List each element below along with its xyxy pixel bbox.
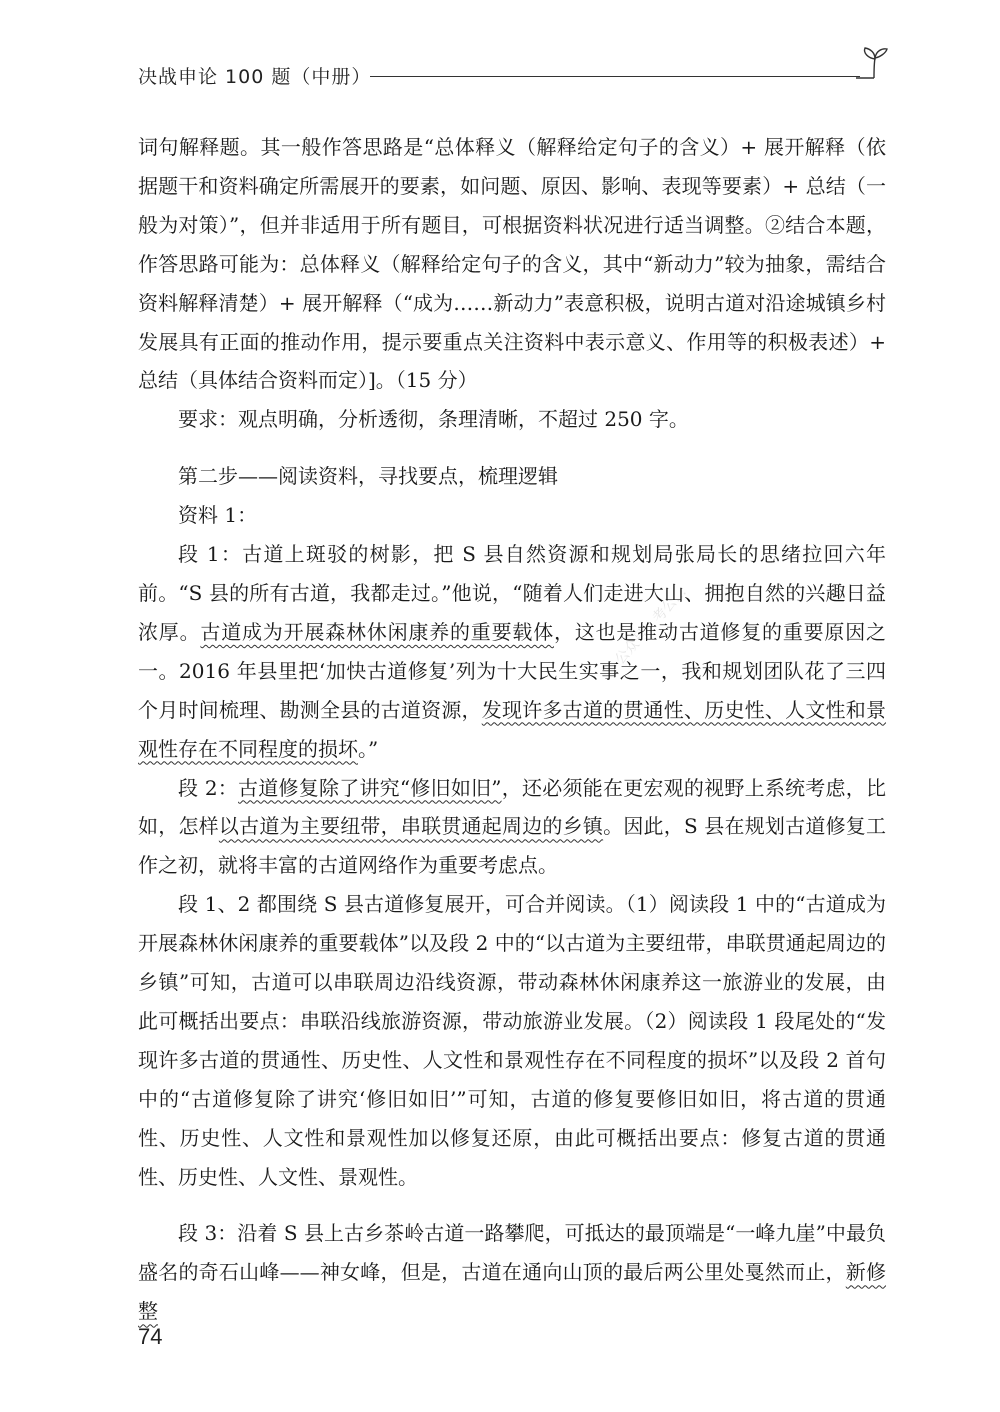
- para2-text-a: 段 2：: [178, 775, 239, 800]
- material-label: 资料 1：: [178, 503, 258, 528]
- material-paragraph-1: [138, 535, 886, 768]
- analysis-paragraph: 段 1、2 都围绕 S 县古道修复展开，可合并阅读。（1）阅读段 1 中的“古道成为开展森林休闲康养的重要载体”以及段 2 中的“以古道为主要纽带，串联贯通起周边的乡镇”可知，古道可以串联周边沿线资源，带动森林休闲康养这一旅游业的发展，由此可概括出要点：串联沿线旅游资源，带动旅游业发展。（2）阅读段 1 段尾处的“发现许多古道的贯通性、历史性、人文性和景观性存在不同程度的损坏”以及段 2 首句中的“古道修复除了讲究‘修旧如旧’”可知，古道的修复要修旧如旧，将古道的贯通性、历史性、人文性和景观性加以修复还原，由此可概括出要点：修复古道的贯通性、历史性、人文性、景观性。: [138, 892, 886, 1189]
- para1-text-b: ，这也是推动古道修复的重要原因之一。2016 年县里把‘加快古道修复’列为十大民生实事之一，我和规划团队花了三四个月时间梳理、勘测全县的古道资源，: [138, 619, 887, 722]
- step-heading: 第二步——阅读资料，寻找要点，梳理逻辑: [178, 464, 558, 489]
- para2-text-c: 。因此，S 县在规划古道修复工作之初，就将丰富的古道网络作为重要考虑点。: [138, 814, 887, 878]
- watermark: 公众号：考公…: [612, 584, 690, 668]
- paragraph-answer-method: 词句解释题。其一般作答思路是“总体释义（解释给定句子的含义）+ 展开解释（依据题干和资料确定所需展开的要素，如问题、原因、影响、表现等要素）+ 总结（一般为对策）”，但并非适用于所有题目，可根据资料状况进行适当调整。②结合本题，作答思路可能为：总体释义（解释给定句子的含义，其中“新动力”较为抽象，需结合资料解释清楚）+ 展开解释（“成为……新动力”表意积极，说明古道对沿途城镇乡村发展具有正面的推动作用，提示要重点关注资料中表示意义、作用等的积极表述）+ 总结（具体结合资料而定）]。（15 分）: [138, 135, 886, 393]
- book-title: 决战申论 100 题（中册）: [138, 66, 372, 88]
- running-header: [138, 60, 894, 94]
- para2-underlined-a: 古道修复除了讲究“修旧如旧”: [238, 775, 502, 800]
- para1-underlined-a: 古道成为开展森林休闲康养的重要载体: [200, 619, 555, 644]
- para2-text-b: ，还必须能在更宏观的视野上系统考虑，比如，怎样: [138, 775, 887, 839]
- page-body: [138, 128, 886, 1331]
- para1-underlined-b: 发现许多古道的贯通性、历史性、人文性和景观性存在不同程度的损坏: [138, 697, 887, 761]
- para3-text-a: 段 3：沿着 S 县上古乡茶岭古道一路攀爬，可抵达的最顶端是“一峰九崖”中最负盛名的奇石山峰——神女峰，但是，古道在通向山顶的最后两公里处戛然而止，: [138, 1221, 886, 1285]
- material-paragraph-2: [138, 769, 886, 886]
- material-paragraph-3: [138, 1214, 886, 1331]
- para1-text-a: 段 1：古道上斑驳的树影，把 S 县自然资源和规划局张局长的思绪拉回六年前。“S 县的所有古道，我都走过。”他说，“随着人们走进大山、拥抱自然的兴趣日益浓厚。: [138, 542, 886, 644]
- para2-underlined-b: 以古道为主要纽带，串联贯通起周边的乡镇: [218, 814, 604, 839]
- page-number: 74: [138, 1324, 163, 1349]
- header-rule: [370, 76, 860, 77]
- sprout-icon: [854, 46, 894, 80]
- para3-underlined-a: 新修整: [138, 1260, 887, 1324]
- paragraph-requirement: 要求：观点明确，分析透彻，条理清晰，不超过 250 字。: [178, 407, 689, 432]
- para1-text-c: 。”: [358, 736, 379, 761]
